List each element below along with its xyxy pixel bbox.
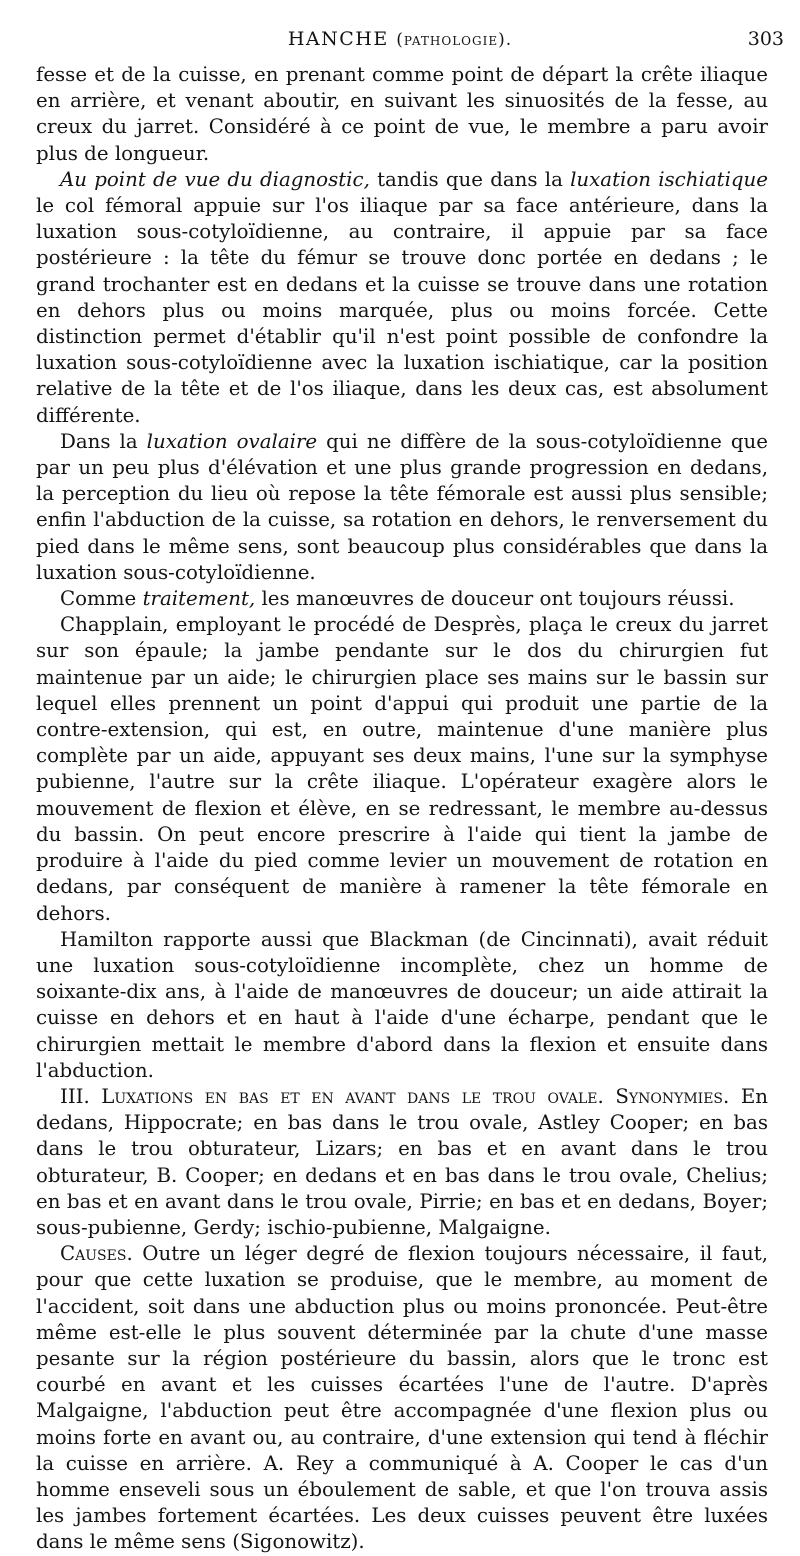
paragraph-chapplain: Chapplain, employant le procédé de Desprès, plaça le creux du jarret sur son épaule; la jambe pendante sur le dos du chirurgien fut maintenue par un aide; le chirurgien place ses mains sur le bassin sur lequel elles prennent un point d'appui qui produit une partie de la contre-extension, qui est, en outre, maintenue d'une manière plus complète par un aide, appuyant ses deux mains, l'une sur la symphyse pubienne, l'autre sur la crête iliaque. L'opérateur exagère alors le mouvement de flexion et élève, en se redressant, le membre au-dessus du bassin. On peut encore prescrire à l'aide qui tient la jambe de produire à l'aide du pied comme levier un mouvement de rotation en dedans, par conséquent de manière à ramener la tête fémorale en dehors.	[36, 613, 768, 925]
text-span: le col fémoral appuie sur l'os iliaque par sa face antérieure, dans la luxation sous-cotyloïdienne, au contraire, il appuie par sa face postérieure : la tête du fémur se trouve donc portée en dedans ; le grand trochanter est en dedans et la cuisse se trouve dans une rotation en dehors plus ou moins marquée, plus ou moins forcée. Cette distinction permet d'établir qu'il n'est point possible de confondre la luxation sous-cotyloïdienne avec la luxation ischiatique, car la position relative de la tête et de l'os iliaque, dans les deux cas, est absolument différente.	[36, 194, 768, 427]
text-span: Comme	[60, 587, 143, 611]
running-head	[0, 28, 800, 50]
luxation-ovalaire-term: luxation ovalaire	[146, 429, 318, 453]
synonymies-heading: Synonymies.	[615, 1084, 730, 1108]
text-span: En dedans, Hippocrate; en bas dans le trou ovale, Astley Cooper; en bas dans le trou obturateur, Lizars; en bas et en avant dans le trou obturateur, B. Cooper; en dedans et en bas dans le trou ovale, Chelius; en bas et en avant dans le trou ovale, Pirrie; en bas et en dedans, Boyer; sous-pubienne, Gerdy; ischio-pubienne, Malgaigne.	[36, 1084, 768, 1239]
running-head-title: HANCHE	[287, 28, 389, 50]
text-span: tandis que dans la	[369, 167, 571, 191]
luxation-ischiatique-term: luxation ischiatique	[570, 167, 769, 191]
text-span: Outre un léger degré de flexion toujours nécessaire, il faut, pour que cette luxation se produise, que le membre, au moment de l'accident, soit dans une abduction plus ou moins prononcée. Peut-être même est-elle le plus souvent déterminée par la chute d'une masse pesante sur la région postérieure du bassin, alors que le tronc est courbé en avant et les cuisses écartées l'une de l'autre. D'après Malgaigne, l'abduction peut être accompagnée d'une flexion plus ou moins forte en avant ou, au contraire, d'une extension qui tend à fléchir la cuisse en arrière. A. Rey a communiqué à A. Cooper le cas d'un homme enseveli sous un éboulement de sable, et que l'on trouva assis les jambes fortement écartées. Les deux cuisses peuvent être luxées dans le même sens (Sigonowitz).	[36, 1242, 768, 1554]
paragraph-traitement	[36, 586, 768, 612]
section-heading: Luxations en bas et en avant dans le trou ovale.	[101, 1084, 604, 1108]
text-span: Dans la	[60, 429, 147, 453]
traitement-term: traitement,	[142, 587, 256, 611]
page-number: 303	[747, 28, 784, 50]
section-number: III.	[60, 1084, 102, 1108]
paragraph-section-iii	[36, 1084, 768, 1241]
paragraph-continuation: fesse et de la cuisse, en prenant comme point de départ la crête iliaque en arrière, et venant aboutir, en suivant les sinuosités de la fesse, au creux du jarret. Considéré à ce point de vue, le membre a paru avoir plus de longueur.	[36, 63, 768, 165]
text-span: qui ne diffère de la sous-cotyloïdienne que par un peu plus d'élévation et une plus grande progression en dedans, la perception du lieu où repose la tête fémorale est aussi plus sensible; enfin l'abduction de la cuisse, sa rotation en dehors, le renversement du pied dans le même sens, sont beaucoup plus considérables que dans la luxation sous-cotyloïdienne.	[36, 429, 768, 584]
text-span: les manœuvres de douceur ont toujours réussi.	[255, 587, 735, 611]
text-span	[604, 1085, 616, 1108]
paragraph-hamilton: Hamilton rapporte aussi que Blackman (de Cincinnati), avait réduit une luxation sous-cotyloïdienne incomplète, chez un homme de soixante-dix ans, à l'aide de manœuvres de douceur; un aide attirait la cuisse en dehors et en haut à l'aide d'une écharpe, pendant que le chirurgien mettait le membre d'abord dans la flexion et ensuite dans l'abduction.	[36, 927, 768, 1082]
diagnostic-heading: Au point de vue du diagnostic,	[60, 167, 370, 191]
paragraph-diagnostic	[36, 167, 768, 429]
body-text	[36, 62, 768, 1556]
paragraph-causes	[36, 1241, 768, 1555]
page-header	[0, 28, 800, 58]
running-head-subtitle: (pathologie).	[396, 30, 513, 50]
paragraph-ovalaire	[36, 429, 768, 586]
causes-heading: Causes.	[60, 1242, 133, 1266]
